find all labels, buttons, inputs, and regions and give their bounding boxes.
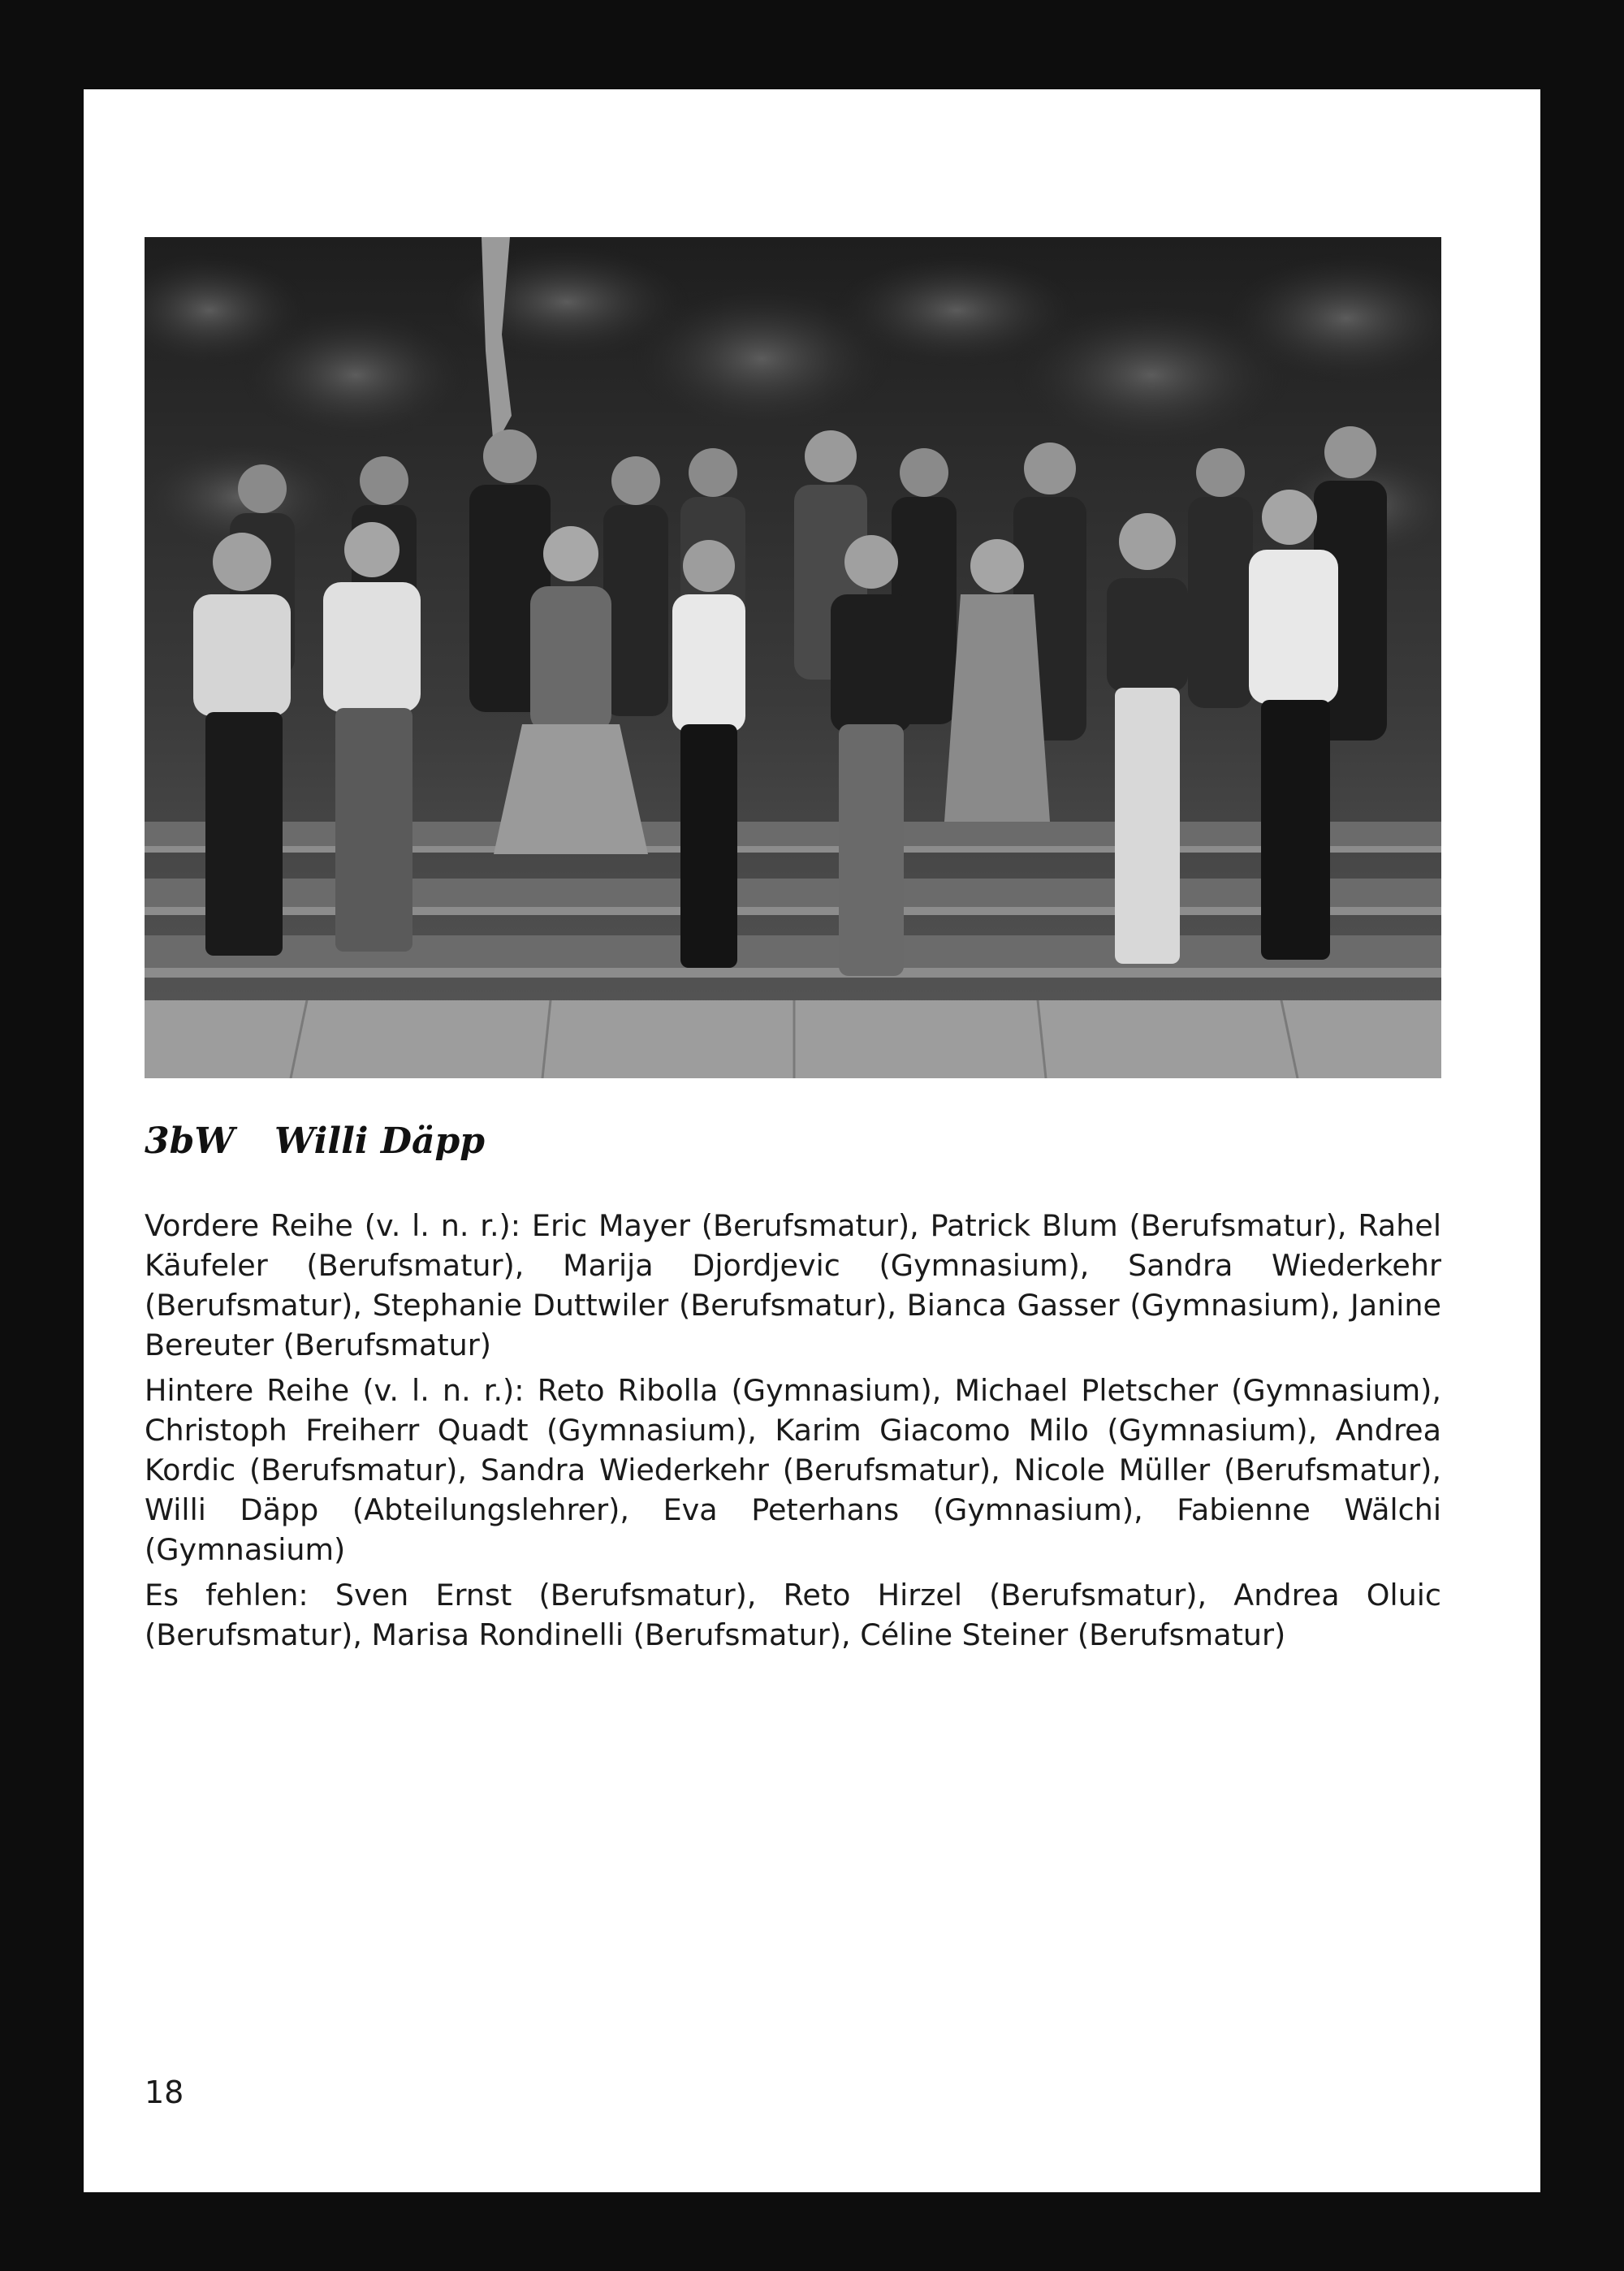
class-code: 3bW: [145, 1120, 235, 1162]
page-number: 18: [145, 2075, 184, 2110]
back-row-caption: Hintere Reihe (v. l. n. r.): Reto Ribolla (Gymnasium), Michael Pletscher (Gymnasium), Christoph Freiherr Quadt (Gymnasium), Karim Giacomo Milo (Gymnasium), Andrea Kordic (Berufsmatur), Sandra Wiederkehr (Berufsmatur), Nicole Müller (Berufsmatur), Willi Däpp (Abteilungslehrer), Eva Peterhans (Gymnasium), Fabienne Wälchi (Gymnasium): [145, 1373, 1441, 1567]
document-page: [84, 89, 1540, 2192]
front-row-caption: Vordere Reihe (v. l. n. r.): Eric Mayer (Berufsmatur), Patrick Blum (Berufsmatur), Rahel Käufeler (Berufsmatur), Marija Djordjevic (Gymnasium), Sandra Wiederkehr (Berufsmatur), Stephanie Duttwiler (Berufsmatur), Bianca Gasser (Gymnasium), Janine Bereuter (Berufsmatur): [145, 1208, 1441, 1362]
group-photo-image: [145, 237, 1441, 1078]
class-heading: [145, 1120, 485, 1162]
teacher-name: Willi Däpp: [274, 1120, 486, 1162]
absent-caption: Es fehlen: Sven Ernst (Berufsmatur), Reto Hirzel (Berufsmatur), Andrea Oluic (Berufsmatur), Marisa Rondinelli (Berufsmatur), Céline Steiner (Berufsmatur): [145, 1578, 1441, 1652]
class-group-photo: [145, 237, 1441, 1078]
